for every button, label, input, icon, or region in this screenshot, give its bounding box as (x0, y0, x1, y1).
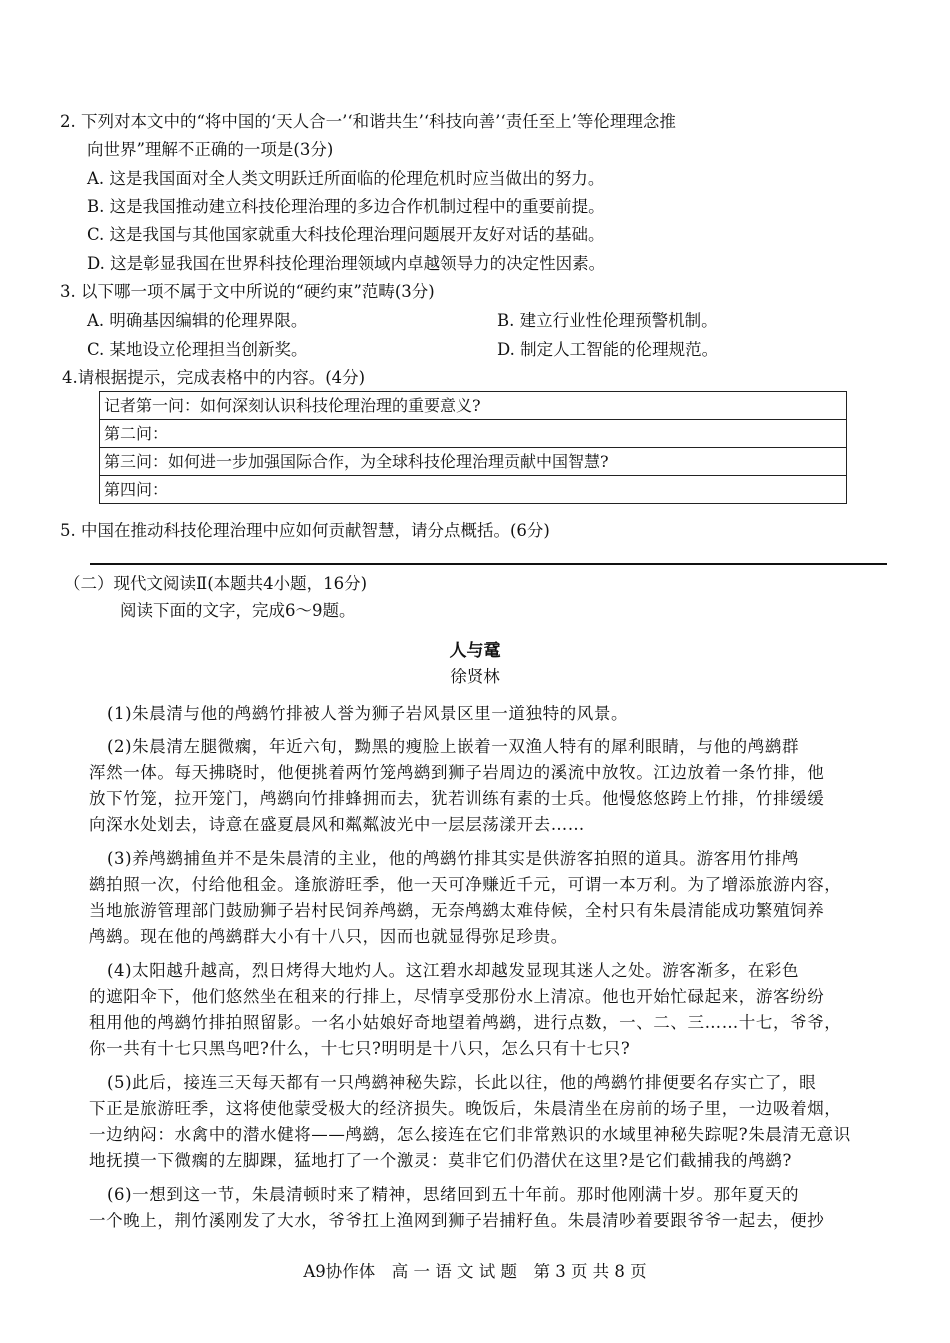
paragraph-line: 当地旅游管理部门鼓励狮子岩村民饲养鸬鹚，无奈鸬鹚太难侍候，全村只有朱晨清能成功繁殖饲养 (89, 901, 825, 920)
section2-instruction: 阅读下面的文字，完成6～9题。 (120, 601, 356, 620)
q3-option-b: B. 建立行业性伦理预警机制。 (497, 311, 718, 330)
answer-table (99, 391, 847, 504)
q5-stem: 5. 中国在推动科技伦理治理中应如何贡献智慧，请分点概括。(6分) (60, 521, 550, 540)
paragraph-line: 下正是旅游旺季，这将使他蒙受极大的经济损失。晚饭后，朱晨清坐在房前的场子里，一边吸着烟， (89, 1099, 842, 1118)
section2-heading: （二）现代文阅读Ⅱ(本题共4小题，16分) (64, 574, 368, 593)
article-title: 人与鼋 (449, 641, 501, 661)
table-row[interactable]: 第四问： (100, 476, 847, 504)
q3-stem: 3. 以下哪一项不属于文中所说的“硬约束”范畴(3分) (60, 282, 435, 301)
paragraph-line: (2)朱晨清左腿微瘸，年近六旬，黝黑的瘦脸上嵌着一双渔人特有的犀利眼睛，与他的鸬鹚群 (107, 737, 800, 756)
paragraph-line: 你一共有十七只黑鸟吧?什么，十七只?明明是十八只，怎么只有十七只? (89, 1039, 631, 1058)
paragraph-line: (1)朱晨清与他的鸬鹚竹排被人誉为狮子岩风景区里一道独特的风景。 (107, 704, 629, 723)
q2-stem-line1: 2. 下列对本文中的“将中国的‘天人合一’‘和谐共生’‘科技向善’‘责任至上’等伦理理念推 (60, 112, 676, 131)
q3-option-a: A. 明确基因编辑的伦理界限。 (87, 311, 308, 330)
q2-option-a: A. 这是我国面对全人类文明跃迁所面临的伦理危机时应当做出的努力。 (87, 169, 605, 188)
q2-option-d: D. 这是彰显我国在世界科技伦理治理领域内卓越领导力的决定性因素。 (87, 254, 606, 273)
q2-stem-line2: 向世界”理解不正确的一项是(3分) (87, 140, 334, 159)
paragraph-line: 向深水处划去，诗意在盛夏晨风和粼粼波光中一层层荡漾开去…… (89, 815, 585, 834)
paragraph-line: (6)一想到这一节，朱晨清顿时来了精神，思绪回到五十年前。那时他刚满十岁。那年夏天的 (107, 1185, 800, 1204)
paragraph-line: 一个晚上，荆竹溪刚发了大水，爷爷扛上渔网到狮子岩捕籽鱼。朱晨清吵着要跟爷爷一起去，便抄 (89, 1211, 825, 1230)
paragraph-line: 放下竹笼，拉开笼门，鸬鹚向竹排蜂拥而去，犹若训练有素的士兵。他慢悠悠跨上竹排，竹排缓缓 (89, 789, 825, 808)
paragraph-line: 租用他的鸬鹚竹排拍照留影。一名小姑娘好奇地望着鸬鹚，进行点数，一、二、三……十七，爷爷， (89, 1013, 842, 1032)
q4-stem: 4.请根据提示，完成表格中的内容。(4分) (62, 368, 366, 387)
table-row: 记者第一问：如何深刻认识科技伦理治理的重要意义? (100, 392, 847, 420)
table-row: 第三问：如何进一步加强国际合作，为全球科技伦理治理贡献中国智慧? (100, 448, 847, 476)
paragraph-line: 鸬鹚。现在他的鸬鹚群大小有十八只，因而也就显得弥足珍贵。 (89, 927, 568, 946)
paragraph-line: (4)太阳越升越高，烈日烤得大地灼人。这江碧水却越发显现其迷人之处。游客渐多，在彩色 (107, 961, 800, 980)
q3-option-c: C. 某地设立伦理担当创新奖。 (87, 340, 308, 359)
paragraph-line: 浑然一体。每天拂晓时，他便挑着两竹笼鸬鹚到狮子岩周边的溪流中放牧。江边放着一条竹排，他 (89, 763, 825, 782)
page-footer: A9协作体 高 一 语 文 试 题 第 3 页 共 8 页 (303, 1262, 647, 1281)
paragraph-line: 鹚拍照一次，付给他租金。逢旅游旺季，他一天可净赚近千元，可谓一本万利。为了增添旅游内容， (89, 875, 842, 894)
table-row[interactable]: 第二问： (100, 420, 847, 448)
paragraph-line: (5)此后，接连三天每天都有一只鸬鹚神秘失踪，长此以往，他的鸬鹚竹排便要名存实亡了，眼 (107, 1073, 817, 1092)
paragraph-line: (3)养鸬鹚捕鱼并不是朱晨清的主业，他的鸬鹚竹排其实是供游客拍照的道具。游客用竹排鸬 (107, 849, 800, 868)
q2-option-b: B. 这是我国推动建立科技伦理治理的多边合作机制过程中的重要前提。 (87, 197, 605, 216)
q2-option-c: C. 这是我国与其他国家就重大科技伦理治理问题展开友好对话的基础。 (87, 225, 605, 244)
paragraph-line: 地抚摸一下微瘸的左脚踝，猛地打了一个激灵：莫非它们仍潜伏在这里?是它们截捕我的鸬鹚? (89, 1151, 792, 1170)
q3-option-d: D. 制定人工智能的伦理规范。 (497, 340, 719, 359)
paragraph-line: 的遮阳伞下，他们悠然坐在租来的行排上，尽情享受那份水上清凉。他也开始忙碌起来，游客纷纷 (89, 987, 825, 1006)
section-divider (90, 563, 887, 565)
paragraph-line: 一边纳闷：水禽中的潜水健将——鸬鹚，怎么接连在它们非常熟识的水域里神秘失踪呢?朱晨清无意识 (89, 1125, 851, 1144)
article-author: 徐贤林 (450, 667, 500, 686)
